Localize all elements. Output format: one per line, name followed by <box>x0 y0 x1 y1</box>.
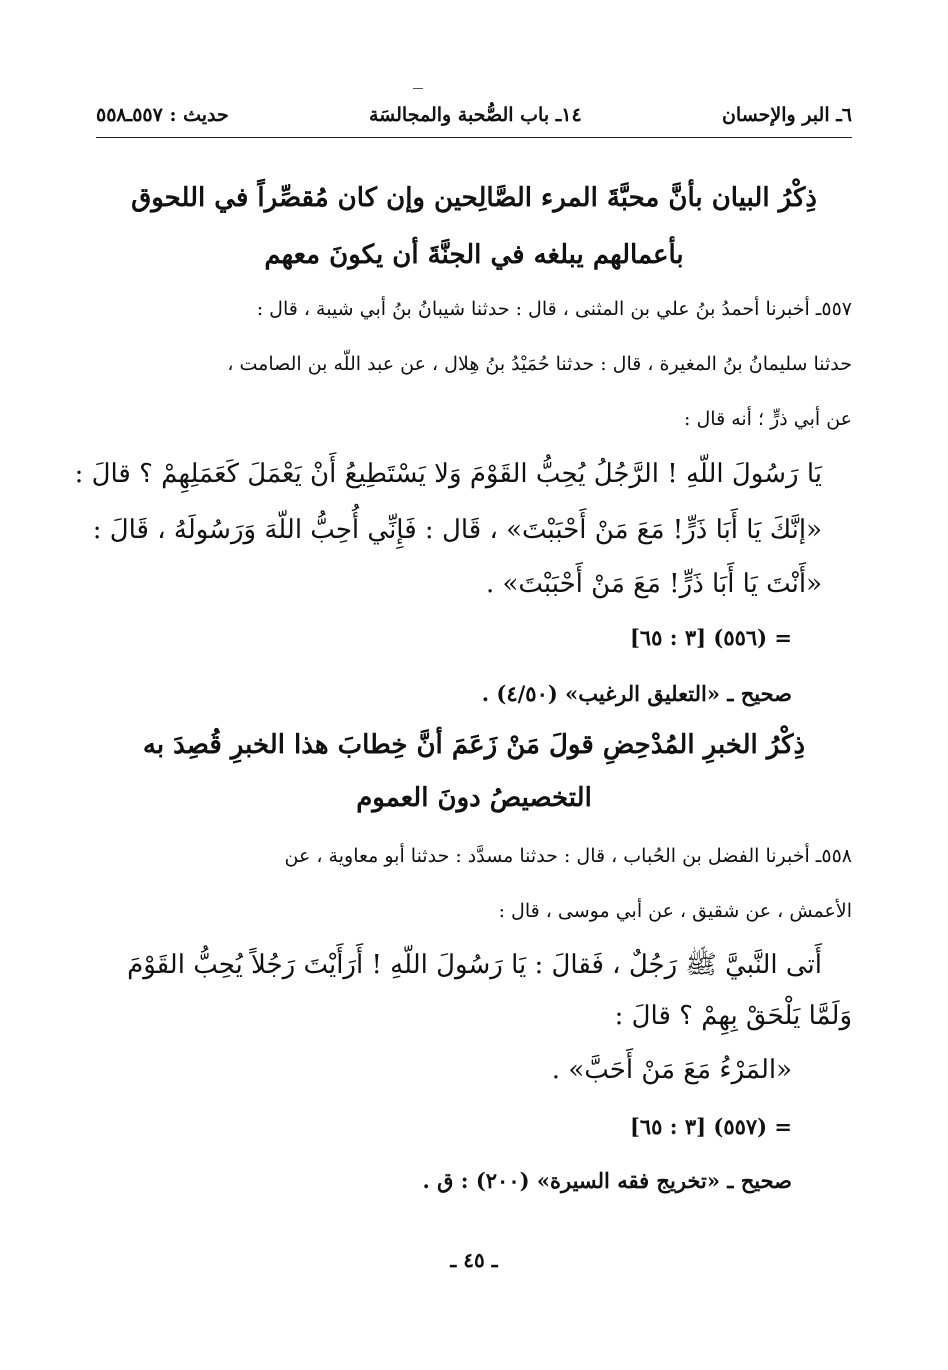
grading: صحيح ـ «التعليق الرغيب» (٤/٥٠) . <box>481 681 792 706</box>
header-hadith-range: حديث : ٥٥٧ـ٥٥٨ <box>96 104 229 126</box>
section-title-line: ذِكْرُ الخبرِ المُدْحِضِ قولَ مَنْ زَعَمَ أنَّ خِطابَ هذا الخبرِ قُصِدَ به <box>142 730 806 760</box>
matn-line: يَا رَسُولَ اللّهِ ! الرَّجُلُ يُحِبُّ القَوْمَ وَلا يَسْتَطِيعُ أَنْ يَعْمَلَ كَعَمَلِهِمْ ؟ قالَ : <box>74 459 822 489</box>
isnad-line: حدثنا سليمانُ بنُ المغيرة ، قال : حدثنا حُمَيْدُ بنُ هِلال ، عن عبد اللّه بن الصامت ، <box>227 353 852 375</box>
matn-line: «إنَّكَ يَا أَبَا ذَرٍّ! مَعَ مَنْ أَحْبَبْتَ» ، قَال : فَإِنِّي أُحِبُّ اللّهَ وَرَسُولَهُ ، قَالَ : <box>92 515 822 545</box>
print-mark <box>413 88 423 89</box>
isnad-line: الأعمش ، عن شقيق ، عن أبي موسى ، قال : <box>498 900 852 922</box>
section-title-line: التخصيصُ دونَ العموم <box>356 783 592 813</box>
header-divider <box>96 137 852 138</box>
header-section: ١٤ـ باب الصُّحبة والمجالسَة <box>368 104 582 126</box>
matn-line: «المَرْءُ مَعَ مَنْ أَحَبَّ» . <box>551 1055 792 1085</box>
isnad-line: ٥٥٨ـ أخبرنا الفضل بن الحُباب ، قال : حدثنا مسدَّد : حدثنا أبو معاوية ، عن <box>284 845 852 867</box>
grading: صحيح ـ «تخريج فقه السيرة» (٢٠٠) : ق . <box>422 1168 792 1193</box>
cross-reference: = (٥٥٧) [٣ : ٦٥] <box>629 1114 792 1139</box>
running-header <box>96 100 852 130</box>
matn-line: وَلَمَّا يَلْحَقْ بِهِمْ ؟ قالَ : <box>614 1001 852 1031</box>
isnad-line: ٥٥٧ـ أخبرنا أحمدُ بنُ علي بن المثنى ، قال : حدثنا شيبانُ بنُ أبي شيبة ، قال : <box>256 298 852 320</box>
matn-line: أَتى النَّبيَّ ﷺ رَجُلٌ ، فَقالَ : يَا رَسُولَ اللّهِ ! أَرَأَيْتَ رَجُلاً يُحِبُّ القَوْمَ <box>127 950 822 980</box>
header-chapter: ٦ـ البر والإحسان <box>721 104 852 126</box>
page-number: ـ ٤٥ ـ <box>450 1248 498 1272</box>
cross-reference: = (٥٥٦) [٣ : ٦٥] <box>629 625 792 650</box>
isnad-line: عن أبي ذرٍّ ؛ أنه قال : <box>684 408 852 430</box>
matn-line: «أَنْتَ يَا أَبَا ذَرٍّ! مَعَ مَنْ أَحْبَبْتَ» . <box>485 569 822 599</box>
section-title-line: بأعمالهم يبلغه في الجنَّةَ أن يكونَ معهم <box>264 240 684 270</box>
section-title-line: ذِكْرُ البيان بأنَّ محبَّةَ المرء الصَّالِحين وإن كان مُقصِّراً في اللحوق <box>131 183 817 213</box>
